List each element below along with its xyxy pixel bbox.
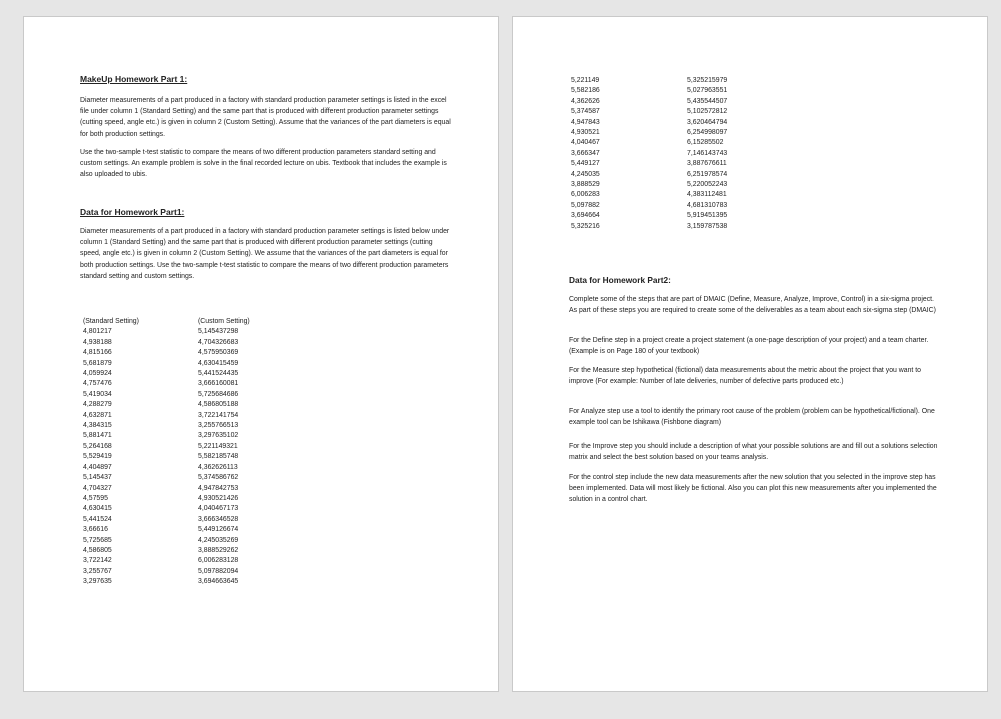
data-part2-title: Data for Homework Part2:	[569, 275, 671, 285]
part2-paragraph-dmaic: Complete some of the steps that are part of DMAIC (Define, Measure, Analyze, Improve, Control) in a six-sigma project. As part of these steps you are required to create some of the deliverables as a team about each six-sigma step (DMAIC)	[569, 296, 936, 315]
intro-paragraph-1: Diameter measurements of a part produced in a factory with standard production parameter settings is listed in the excel file under column 1 (Standard Setting) and the same part that is produced with different production parameter settings (cutting speed, angle etc.) is given in column 2 (Custom Setting). Assume that the variances of the part diameters is equal for both production settings.	[80, 97, 451, 138]
table-cell: 3,666160081	[198, 380, 239, 388]
table-cell: 3,159787538	[687, 222, 728, 230]
table-cell: 3,694664	[571, 212, 600, 220]
table-cell: 4,362626	[571, 97, 600, 105]
column-header: (Standard Setting)	[83, 318, 139, 325]
table-cell: 3,888529	[571, 181, 600, 189]
table-cell: 5,027963551	[687, 87, 728, 95]
table-cell: 5,441524435	[198, 370, 239, 378]
table-cell: 4,815166	[83, 349, 112, 357]
part2-paragraph-analyze: For Analyze step use a tool to identify the primary root cause of the problem (problem can be hypothetical/fictional). One example tool can be Ishikawa (Fishbone diagram)	[569, 408, 935, 427]
table-cell: 3,255766513	[198, 422, 239, 430]
table-cell: 4,586805188	[198, 401, 239, 409]
table-cell: 5,435544507	[687, 97, 728, 105]
table-cell: 4,704326683	[198, 338, 239, 346]
table-cell: 5,325215979	[687, 77, 728, 84]
table-cell: 5,582185748	[198, 453, 239, 461]
part2-paragraph-control: For the control step include the new data measurements after the new solution that you selected in the improve step has been implemented. Data will most likely be fictional. Also you can plot this new measurements after you implemented the solution in a control chart.	[569, 474, 937, 504]
table-cell: 6,254998097	[687, 129, 728, 137]
table-cell: 4,630415459	[198, 359, 239, 367]
standard-setting-column-continued	[571, 76, 600, 232]
homework-part1-title: MakeUp Homework Part 1:	[80, 74, 188, 84]
table-cell: 5,374587	[571, 108, 600, 116]
table-cell: 3,888529262	[198, 546, 239, 554]
table-cell: 4,630415	[83, 505, 112, 513]
table-cell: 5,264168	[83, 442, 112, 450]
data-part1-paragraph: Diameter measurements of a part produced in a factory with standard production parameter settings is listed below under column 1 (Standard Setting) and the same part that is produced with different production parameter settings (cutting speed, angle etc.) is given in column 2 (Custom Setting). We assume that the variances of the part diameters is equal for both production settings. Use the two-sample t-test statistic to compare the means of two different production parameters standard setting and custom settings.	[80, 228, 450, 280]
table-cell: 5,919451395	[687, 212, 728, 220]
table-cell: 5,449126674	[198, 526, 239, 534]
table-cell: 5,725684686	[198, 390, 239, 398]
table-cell: 4,704327	[83, 484, 112, 492]
table-cell: 5,145437	[83, 474, 112, 482]
table-cell: 5,325216	[571, 222, 600, 230]
document-page-1	[23, 16, 499, 692]
table-cell: 3,297635	[83, 578, 112, 586]
table-cell: 4,947843	[571, 118, 600, 126]
table-cell: 4,57595	[83, 494, 108, 502]
document-page-2	[512, 16, 988, 692]
part2-paragraph-measure: For the Measure step hypothetical (fictional) data measurements about the metric about the project that you want to improve (For example: Number of late deliveries, number of defective parts produced etc.)	[569, 367, 921, 386]
table-cell: 5,097882094	[198, 567, 239, 575]
custom-setting-column-continued	[687, 76, 727, 232]
table-cell: 4,681310783	[687, 201, 728, 209]
table-cell: 6,15285502	[687, 139, 724, 147]
table-cell: 4,404897	[83, 463, 112, 471]
table-cell: 4,288279	[83, 401, 112, 409]
table-cell: 5,881471	[83, 432, 112, 440]
data-part1-title: Data for Homework Part1:	[80, 207, 185, 217]
table-cell: 5,221149	[571, 77, 600, 84]
custom-setting-column	[198, 317, 250, 588]
table-cell: 4,930521426	[198, 494, 239, 502]
table-cell: 4,040467	[571, 139, 600, 147]
table-cell: 3,722142	[83, 557, 112, 565]
table-cell: 4,383112481	[687, 191, 727, 199]
table-cell: 6,006283128	[198, 557, 239, 565]
part2-paragraph-define: For the Define step in a project create a project statement (a one-page description of your project) and a team charter. (Example is on Page 180 of your textbook)	[569, 337, 929, 356]
table-cell: 6,251978574	[687, 170, 728, 178]
table-cell: 4,362626113	[198, 463, 238, 471]
table-cell: 5,419034	[83, 390, 112, 398]
part2-paragraph-improve: For the Improve step you should include a description of what your possible solutions are and fill out a solutions selection matrix and select the best solution based on your teams analysis.	[569, 443, 938, 462]
table-cell: 3,620464794	[687, 118, 728, 126]
table-cell: 4,938188	[83, 338, 112, 346]
table-cell: 3,297635102	[198, 432, 239, 440]
table-cell: 5,102572812	[687, 108, 728, 116]
table-cell: 4,586805	[83, 546, 112, 554]
table-cell: 3,887676611	[687, 160, 727, 168]
column-header: (Custom Setting)	[198, 318, 250, 325]
table-cell: 4,245035269	[198, 536, 239, 544]
table-cell: 5,374586762	[198, 474, 239, 482]
table-cell: 5,221149321	[198, 442, 238, 450]
table-cell: 3,255767	[83, 567, 112, 575]
table-cell: 5,725685	[83, 536, 112, 544]
table-cell: 5,145437298	[198, 328, 239, 336]
table-cell: 3,694663645	[198, 578, 239, 586]
table-cell: 3,66616	[83, 526, 108, 534]
table-cell: 5,681879	[83, 359, 112, 367]
table-cell: 4,245035	[571, 170, 600, 178]
table-cell: 4,930521	[571, 129, 600, 137]
table-cell: 4,801217	[83, 328, 112, 336]
table-cell: 5,582186	[571, 87, 600, 95]
intro-paragraph-2: Use the two-sample t-test statistic to compare the means of two different production parameters standard setting and custom settings. An example problem is solve in the final recorded lecture on ubis. Textbook that includes the example is also uploaded to ubis.	[80, 149, 447, 179]
table-cell: 4,632871	[83, 411, 112, 419]
table-cell: 3,666346528	[198, 515, 239, 523]
table-cell: 4,947842753	[198, 484, 239, 492]
table-cell: 3,666347	[571, 149, 600, 157]
table-cell: 3,722141754	[198, 411, 239, 419]
table-cell: 7,146143743	[687, 149, 728, 157]
table-cell: 5,441524	[83, 515, 112, 523]
table-cell: 5,449127	[571, 160, 600, 168]
table-cell: 4,040467173	[198, 505, 239, 513]
table-cell: 6,006283	[571, 191, 600, 199]
table-cell: 5,529419	[83, 453, 112, 461]
table-cell: 5,097882	[571, 201, 600, 209]
table-cell: 5,220052243	[687, 181, 728, 189]
standard-setting-column	[83, 317, 139, 588]
table-cell: 4,059924	[83, 370, 112, 378]
table-cell: 4,575950369	[198, 349, 239, 357]
table-cell: 4,384315	[83, 422, 112, 430]
table-cell: 4,757476	[83, 380, 112, 388]
